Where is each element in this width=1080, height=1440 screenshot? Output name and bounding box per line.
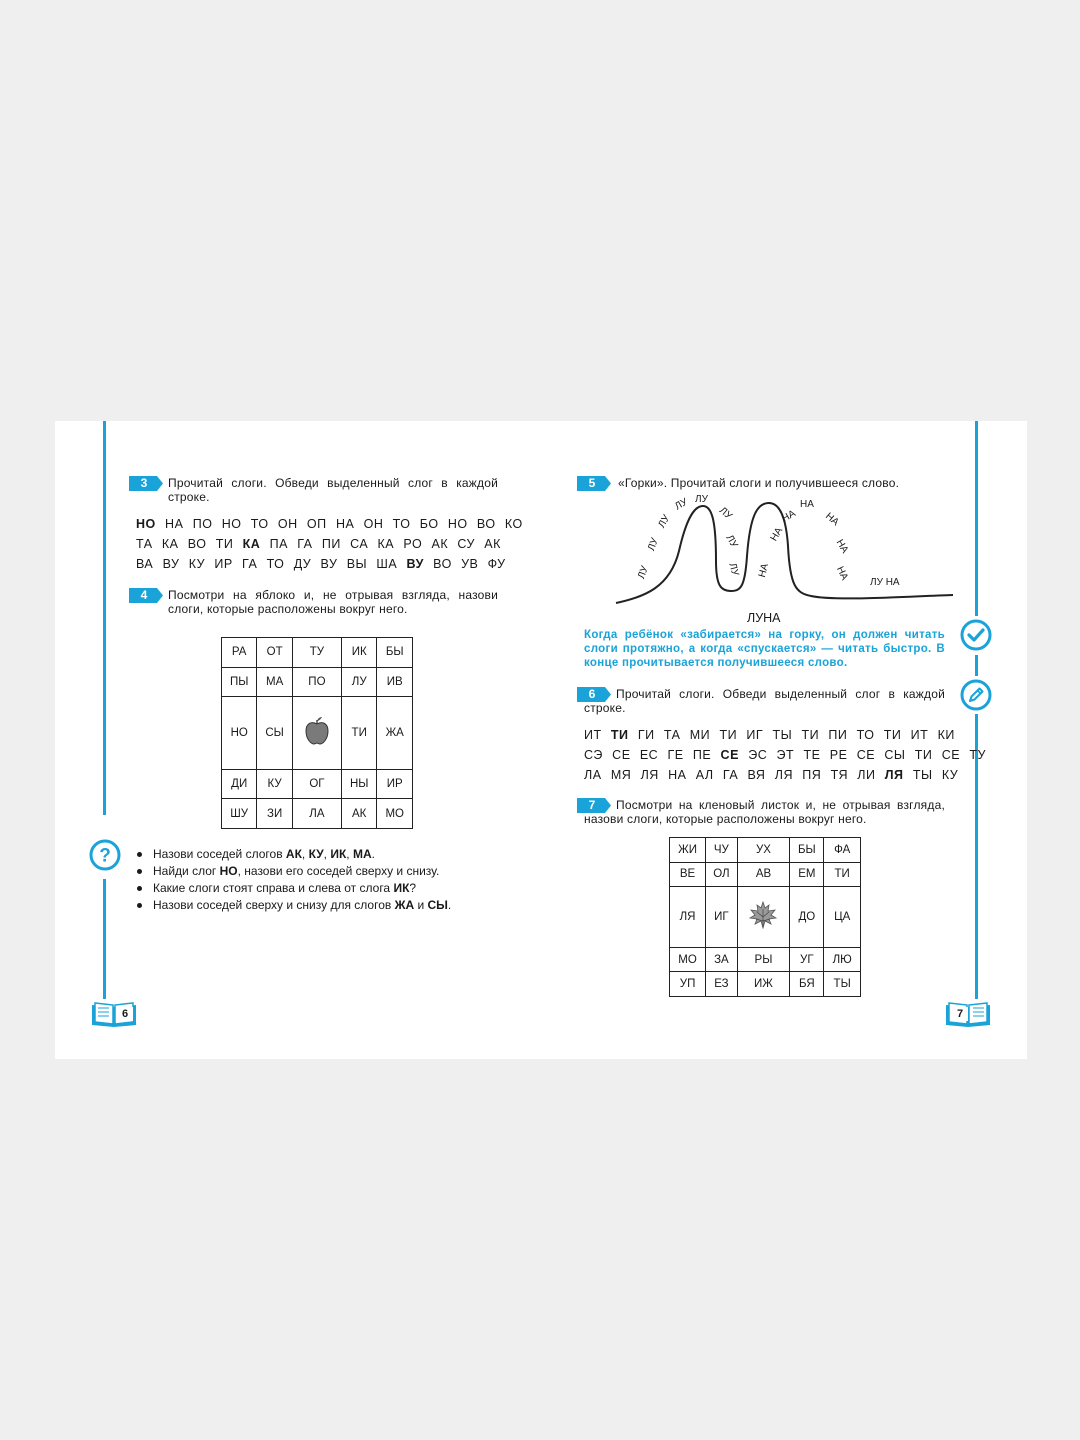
syllable: КА	[161, 537, 179, 551]
syllable: ТИ	[914, 748, 933, 762]
grid-cell: ЛА	[292, 799, 341, 829]
syllable: ОН	[363, 517, 384, 531]
grid-cell: ШУ	[222, 799, 257, 829]
question-item: Назови соседей слогов АК, КУ, ИК, МА.	[137, 846, 451, 863]
grid-cell: РЫ	[737, 947, 790, 972]
grid-cell: ЗА	[706, 947, 738, 972]
apple-icon	[292, 697, 341, 770]
grid-cell: ОГ	[292, 769, 341, 799]
grid-cell: ЕМ	[790, 862, 824, 887]
syllable: УВ	[461, 557, 479, 571]
syllable: ПИ	[321, 537, 341, 551]
grid-cell: ЛЮ	[824, 947, 861, 972]
task-7-badge: 7	[577, 798, 611, 813]
grid-cell: ПО	[292, 667, 341, 697]
hills-drawing	[615, 491, 955, 611]
syllable: ТЫ	[772, 728, 793, 742]
open-book-icon	[943, 1001, 993, 1034]
syllable-row	[584, 748, 995, 762]
grid-cell: КУ	[257, 769, 292, 799]
syllable: КА	[377, 537, 395, 551]
syllable: ЛЯ	[884, 768, 904, 782]
grid-cell: УГ	[790, 947, 824, 972]
grid-row	[670, 887, 861, 948]
grid-cell: ЖА	[377, 697, 413, 770]
hill-syllable: ЛУ	[656, 513, 673, 530]
hill-syllable: НА	[833, 537, 851, 556]
syllable: ША	[376, 557, 398, 571]
syllable: ТУ	[969, 748, 986, 762]
grid-cell: ДО	[790, 887, 824, 948]
grid-cell: БЫ	[377, 638, 413, 668]
hill-syllable: ЛУ	[646, 536, 661, 553]
grid-cell: ДИ	[222, 769, 257, 799]
syllable: КИ	[937, 728, 955, 742]
grid-cell: МО	[670, 947, 706, 972]
grid-cell: ТЫ	[824, 972, 861, 997]
grid-cell: ФА	[824, 838, 861, 863]
syllable: ЕС	[639, 748, 659, 762]
syllable: ТО	[266, 557, 285, 571]
syllable: ВУ	[162, 557, 180, 571]
syllable: СЕ	[941, 748, 961, 762]
hill-syllable: ЛУ	[723, 533, 740, 550]
syllable: БО	[419, 517, 439, 531]
hill-syllable: НА	[800, 499, 814, 510]
grid-cell: УХ	[737, 838, 790, 863]
grid-row	[222, 697, 413, 770]
syllable: НА	[335, 517, 355, 531]
syllable: НА	[668, 768, 687, 782]
grid-cell: АК	[341, 799, 376, 829]
grid-cell: ЦА	[824, 887, 861, 948]
syllable: ПО	[192, 517, 213, 531]
grid-cell: ЗИ	[257, 799, 292, 829]
grid-cell: БЫ	[790, 838, 824, 863]
syllable: ГИ	[637, 728, 655, 742]
questions-list	[137, 846, 451, 914]
syllable: ТЯ	[830, 768, 848, 782]
syllable: СЭ	[584, 748, 603, 762]
syllable: СЫ	[884, 748, 906, 762]
question-item: Какие слоги стоят справа и слева от слога ИК?	[137, 880, 451, 897]
grid-cell: СЫ	[257, 697, 292, 770]
syllable-row	[136, 517, 532, 531]
syllable: ВО	[433, 557, 452, 571]
grid-cell: ЧУ	[706, 838, 738, 863]
syllable: ВА	[136, 557, 154, 571]
hill-syllable: ЛУ	[636, 564, 651, 581]
right-margin-line-mid	[975, 655, 978, 676]
syllable: ТО	[392, 517, 411, 531]
hill-syllable: ЛУ	[673, 496, 690, 513]
syllable: СЕ	[612, 748, 631, 762]
grid-cell: НЫ	[341, 769, 376, 799]
syllable: СЕ	[720, 748, 739, 762]
syllable: ТИ	[719, 728, 738, 742]
grid-row	[222, 769, 413, 799]
syllable: НА	[165, 517, 184, 531]
syllable: ДУ	[293, 557, 312, 571]
syllable: ЭТ	[776, 748, 795, 762]
syllable: ТИ	[610, 728, 629, 742]
syllable-row	[136, 557, 515, 571]
page-number: 7	[952, 1007, 968, 1021]
syllable: ТЕ	[803, 748, 821, 762]
grid-cell: ЕЗ	[706, 972, 738, 997]
syllable: ПА	[269, 537, 288, 551]
syllable: ТЫ	[912, 768, 933, 782]
maple-leaf-icon	[737, 887, 790, 948]
grid-cell: ВЕ	[670, 862, 706, 887]
grid-cell: ТИ	[341, 697, 376, 770]
syllable: ИТ	[910, 728, 929, 742]
task-3-instruction: Прочитай слоги. Обведи выделенный слог в каждой строке.	[168, 476, 498, 504]
syllable: РЕ	[829, 748, 848, 762]
left-margin-line	[103, 421, 106, 815]
syllable: ВУ	[320, 557, 338, 571]
book-spread	[55, 421, 1027, 1059]
hill-syllable: ЛУ	[695, 494, 708, 505]
grid-cell: БЯ	[790, 972, 824, 997]
grid-cell: ЛЯ	[670, 887, 706, 948]
hill-syllable: НА	[780, 508, 798, 525]
grid-row	[670, 838, 861, 863]
hill-syllable: НА	[834, 564, 850, 583]
syllable: ВЫ	[346, 557, 368, 571]
syllable: РО	[403, 537, 423, 551]
right-margin-line	[975, 421, 978, 616]
grid-cell: ТИ	[824, 862, 861, 887]
syllable: ГА	[297, 537, 313, 551]
grid-row	[670, 862, 861, 887]
task-7-instruction: Посмотри на кленовый листок и, не отрывая взгляда, назови слоги, которые расположены вокруг него.	[584, 798, 945, 826]
syllable: КУ	[188, 557, 206, 571]
hills-word: ЛУНА	[747, 611, 781, 625]
question-icon	[89, 839, 121, 876]
grid-cell: ИР	[377, 769, 413, 799]
grid-cell: РА	[222, 638, 257, 668]
syllable: АЛ	[695, 768, 714, 782]
syllable: ТА	[663, 728, 681, 742]
syllable: ТИ	[215, 537, 234, 551]
grid-cell: ТУ	[292, 638, 341, 668]
grid-cell: ОТ	[257, 638, 292, 668]
leaf-syllable-grid	[669, 837, 861, 997]
syllable: ВЯ	[747, 768, 766, 782]
grid-cell: МО	[377, 799, 413, 829]
syllable: ОН	[277, 517, 298, 531]
syllable: СЕ	[856, 748, 876, 762]
grid-cell: ИК	[341, 638, 376, 668]
syllable-row	[136, 537, 510, 551]
syllable: ЛА	[584, 768, 602, 782]
syllable: ЛЯ	[774, 768, 793, 782]
syllable: ОП	[306, 517, 327, 531]
parent-note: Когда ребёнок «забирается» на горку, он должен читать слоги протяжно, а когда «спускается» — читать быстро. В конце прочитывается получившееся слово.	[584, 629, 945, 669]
hill-syllable: НА	[768, 525, 786, 544]
grid-cell: АВ	[737, 862, 790, 887]
task-6-badge: 6	[577, 687, 611, 702]
task-4-badge: 4	[129, 588, 163, 603]
syllable: ТО	[250, 517, 269, 531]
syllable: ЭС	[748, 748, 768, 762]
grid-cell: УП	[670, 972, 706, 997]
syllable: ВУ	[406, 557, 424, 571]
hill-syllable: НА	[756, 562, 772, 579]
syllable: ПЯ	[802, 768, 822, 782]
syllable: КУ	[941, 768, 959, 782]
syllable: СУ	[457, 537, 475, 551]
syllable: ПЕ	[692, 748, 712, 762]
syllable: ЛИ	[857, 768, 876, 782]
hill-syllable: ЛУ	[726, 561, 741, 578]
task-4-instruction: Посмотри на яблоко и, не отрывая взгляда, назови слоги, которые расположены вокруг него.	[168, 588, 498, 616]
syllable: МИ	[689, 728, 711, 742]
syllable: ИГ	[746, 728, 764, 742]
grid-row	[670, 972, 861, 997]
grid-cell: НО	[222, 697, 257, 770]
question-item: Найди слог НО, назови его соседей сверху и снизу.	[137, 863, 451, 880]
hill-syllable: ЛУ	[716, 505, 734, 522]
left-margin-line-lower	[103, 879, 106, 999]
syllable: АК	[431, 537, 449, 551]
hill-tail-syllables: ЛУ НА	[870, 577, 900, 588]
task-6-instruction: Прочитай слоги. Обведи выделенный слог в каждой строке.	[584, 687, 945, 715]
checkmark-icon	[960, 619, 992, 656]
grid-cell: ПЫ	[222, 667, 257, 697]
task-5-badge: 5	[577, 476, 611, 491]
svg-text:?: ?	[99, 845, 111, 867]
grid-cell: ОЛ	[706, 862, 738, 887]
apple-syllable-grid	[221, 637, 413, 829]
syllable: ГЕ	[667, 748, 684, 762]
question-item: Назови соседей сверху и снизу для слогов ЖА и СЫ.	[137, 897, 451, 914]
task-3-badge: 3	[129, 476, 163, 491]
syllable: ТИ	[801, 728, 820, 742]
syllable: ИТ	[584, 728, 602, 742]
syllable: СА	[350, 537, 369, 551]
syllable-row	[584, 768, 968, 782]
syllable: ТО	[856, 728, 875, 742]
pencil-icon	[960, 679, 992, 716]
syllable: МЯ	[610, 768, 632, 782]
syllable-row	[584, 728, 964, 742]
syllable: ТА	[136, 537, 153, 551]
grid-cell: ЖИ	[670, 838, 706, 863]
task-5-instruction: «Горки». Прочитай слоги и получившееся слово.	[618, 476, 900, 490]
grid-row	[222, 638, 413, 668]
syllable: ФУ	[487, 557, 506, 571]
grid-cell: ИЖ	[737, 972, 790, 997]
syllable: ИР	[214, 557, 233, 571]
syllable: КО	[504, 517, 523, 531]
grid-cell: ИГ	[706, 887, 738, 948]
page-number: 6	[117, 1007, 133, 1021]
syllable: ЛЯ	[640, 768, 659, 782]
syllable: АК	[484, 537, 501, 551]
grid-row	[222, 667, 413, 697]
syllable: ВО	[187, 537, 207, 551]
syllable: НО	[221, 517, 242, 531]
hill-syllable: НА	[823, 510, 841, 529]
grid-cell: МА	[257, 667, 292, 697]
grid-row	[222, 799, 413, 829]
syllable: НО	[136, 517, 156, 531]
grid-row	[670, 947, 861, 972]
syllable: КА	[242, 537, 261, 551]
syllable: ТИ	[883, 728, 902, 742]
syllable: ГА	[722, 768, 739, 782]
syllable: ВО	[476, 517, 496, 531]
syllable: НО	[447, 517, 468, 531]
grid-cell: ЛУ	[341, 667, 376, 697]
grid-cell: ИВ	[377, 667, 413, 697]
syllable: ГА	[242, 557, 258, 571]
syllable: ПИ	[828, 728, 848, 742]
